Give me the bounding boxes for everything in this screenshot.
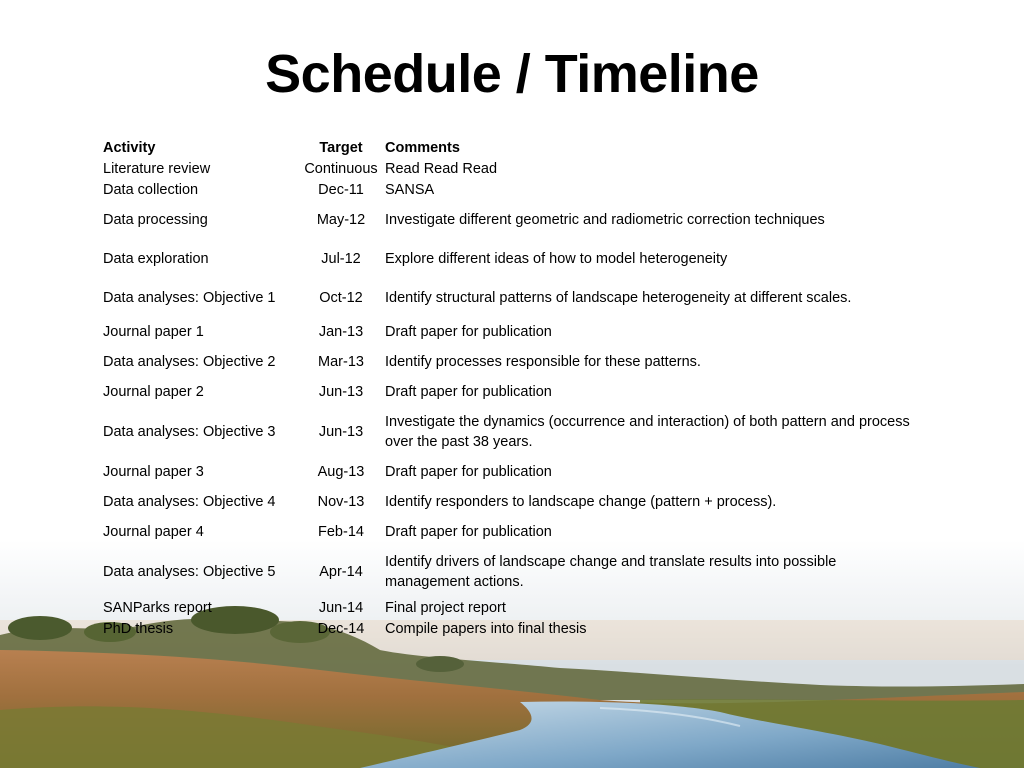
row-comment: Draft paper for publication <box>385 384 552 400</box>
row-target: Apr-14 <box>319 564 363 580</box>
row-activity: Data analyses: Objective 4 <box>103 494 276 510</box>
table-row <box>103 278 923 317</box>
table-row <box>103 487 923 517</box>
row-target: Aug-13 <box>317 464 365 480</box>
row-target: Mar-13 <box>318 354 364 370</box>
row-target: Continuous <box>304 160 378 177</box>
row-activity: Journal paper 2 <box>103 384 204 400</box>
row-target: Jun-14 <box>318 599 364 616</box>
row-comment: Investigate different geometric and radiometric correction techniques <box>385 211 825 228</box>
table-row <box>103 517 923 547</box>
row-activity: Journal paper 1 <box>103 324 204 340</box>
row-target: Jun-13 <box>318 424 364 440</box>
row-target: Jul-12 <box>321 250 361 267</box>
table-header-row <box>103 137 923 158</box>
row-activity: Data analyses: Objective 1 <box>103 289 276 306</box>
row-comment: Identify responders to landscape change (pattern + process). <box>385 494 777 510</box>
row-target: Jan-13 <box>318 324 364 340</box>
row-activity: Data exploration <box>103 250 209 267</box>
row-activity: Data analyses: Objective 2 <box>103 354 276 370</box>
row-comment: Identify drivers of landscape change and translate results into possible management actions. <box>385 554 837 590</box>
table-row <box>103 377 923 407</box>
row-comment: Draft paper for publication <box>385 524 552 540</box>
table-row <box>103 158 923 179</box>
header-comments: Comments <box>385 139 460 156</box>
table-row <box>103 179 923 200</box>
row-target: Nov-13 <box>317 494 365 510</box>
row-comment: Compile papers into final thesis <box>385 620 587 637</box>
row-comment: Draft paper for publication <box>385 324 552 340</box>
row-comment: Identify processes responsible for these patterns. <box>385 354 701 370</box>
table-row <box>103 547 923 597</box>
row-comment: Draft paper for publication <box>385 464 552 480</box>
header-target: Target <box>319 139 363 156</box>
table-row <box>103 597 923 618</box>
row-target: Jun-13 <box>318 384 364 400</box>
table-row <box>103 239 923 278</box>
row-activity: PhD thesis <box>103 620 174 637</box>
table-row <box>103 347 923 377</box>
row-comment: SANSA <box>385 181 435 198</box>
row-activity: Data analyses: Objective 5 <box>103 564 276 580</box>
row-target: Feb-14 <box>318 524 364 540</box>
row-comment: Investigate the dynamics (occurrence and interaction) of both pattern and process over the past 38 years. <box>385 414 910 450</box>
row-activity: Data processing <box>103 211 208 228</box>
table-row <box>103 317 923 347</box>
row-target: Oct-12 <box>319 289 363 306</box>
timeline-table <box>103 137 923 639</box>
row-comment: Identify structural patterns of landscape heterogeneity at different scales. <box>385 289 852 306</box>
table-row <box>103 407 923 457</box>
row-comment: Read Read Read <box>385 160 498 177</box>
row-activity: Literature review <box>103 160 211 177</box>
row-activity: Journal paper 4 <box>103 524 204 540</box>
table-row <box>103 618 923 639</box>
row-activity: Data collection <box>103 181 199 198</box>
row-activity: SANParks report <box>103 599 212 616</box>
header-activity: Activity <box>103 139 156 156</box>
table-row <box>103 200 923 239</box>
row-activity: Data analyses: Objective 3 <box>103 424 276 440</box>
page-title: Schedule / Timeline <box>265 44 759 104</box>
row-activity: Journal paper 3 <box>103 464 204 480</box>
row-target: May-12 <box>316 211 366 228</box>
row-comment: Final project report <box>385 599 506 616</box>
row-target: Dec-11 <box>318 181 364 198</box>
row-target: Dec-14 <box>317 620 365 637</box>
row-comment: Explore different ideas of how to model heterogeneity <box>385 250 728 267</box>
table-row <box>103 457 923 487</box>
